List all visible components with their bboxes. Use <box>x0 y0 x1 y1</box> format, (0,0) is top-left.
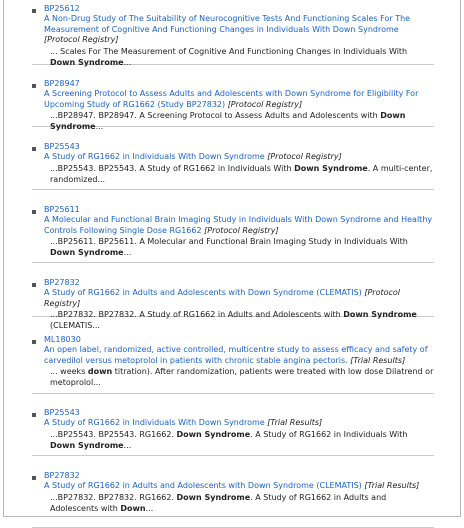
result-source-label: [Protocol Registry] <box>44 35 119 44</box>
result-title-line <box>44 152 434 163</box>
snippet-highlight: Down Syndrome <box>294 163 368 173</box>
result-title-link[interactable]: A Study of RG1662 in Individuals With Down Syndrome <box>44 152 268 161</box>
result-title-link[interactable]: A Study of RG1662 in Adults and Adolescents with Down Syndrome (CLEMATIS) <box>44 481 365 490</box>
snippet-text: ...BP25611. BP25611. A Molecular and Functional Brain Imaging Study in Individuals With <box>50 237 408 246</box>
bullet-icon <box>32 9 36 13</box>
result-snippet <box>44 163 434 185</box>
snippet-text: ... <box>123 440 132 450</box>
snippet-text: . A multi-center, randomized... <box>50 163 433 184</box>
result-snippet <box>44 110 434 132</box>
snippet-text: . A Study of RG1662 in Adults and Adolescents with <box>50 492 387 513</box>
snippet-text: ... weeks <box>50 367 88 376</box>
bullet-icon <box>32 476 36 480</box>
result-source-label: [Trial Results] <box>364 481 420 490</box>
result-title-link[interactable]: An open label, randomized, active controlled, multicentre study to assess efficacy and safety of carvedilol versus metoprolol in patients with chronic stable angina pectoris. <box>44 345 428 365</box>
search-result-item <box>32 408 434 456</box>
search-result-item <box>32 79 434 131</box>
result-source-label: [Protocol Registry] <box>267 152 342 161</box>
bullet-icon <box>32 413 36 417</box>
snippet-highlight: Down Syndrome <box>50 111 406 131</box>
result-title-line <box>44 89 434 110</box>
snippet-highlight: down <box>87 367 113 376</box>
snippet-text: ...BP25543. BP25543. A Study of RG1662 in Individuals With <box>50 163 295 173</box>
snippet-text: ... <box>123 57 132 67</box>
result-code-link[interactable]: BP25543 <box>44 408 80 417</box>
search-result-item <box>32 205 434 263</box>
snippet-text: ... <box>123 248 132 257</box>
snippet-highlight: Down Syndrome <box>50 248 124 257</box>
result-title-line <box>44 345 434 366</box>
result-title-line <box>44 481 434 492</box>
snippet-text: . A Study of RG1662 in Individuals With <box>250 429 408 439</box>
snippet-highlight: Down Syndrome <box>50 440 124 450</box>
result-source-label: [Protocol Registry] <box>44 288 401 308</box>
snippet-highlight: Down Syndrome <box>50 57 124 67</box>
search-result-item <box>32 4 434 65</box>
snippet-text: ... <box>95 122 104 131</box>
bullet-icon <box>32 340 36 344</box>
search-results-list <box>32 4 434 528</box>
result-title-link[interactable]: A Study of RG1662 in Adults and Adolescents with Down Syndrome (CLEMATIS) <box>44 288 365 297</box>
result-title-line <box>44 418 434 429</box>
result-snippet <box>44 309 434 331</box>
snippet-text: ... <box>145 503 154 513</box>
snippet-highlight: Down Syndrome <box>343 310 417 319</box>
snippet-highlight: Down Syndrome <box>176 492 251 502</box>
result-title-link[interactable]: A Study of RG1662 in Individuals With Down Syndrome <box>44 418 268 427</box>
snippet-text: (CLEMATIS... <box>50 321 100 330</box>
snippet-text: ... Scales For The Measurement of Cognitive And Functioning Changes in Individuals With <box>50 46 408 56</box>
result-code-link[interactable]: BP25612 <box>44 4 80 13</box>
result-code-link[interactable]: ML18030 <box>44 335 81 344</box>
search-result-item <box>32 142 434 190</box>
result-snippet <box>44 429 434 451</box>
result-source-label: [Trial Results] <box>267 418 323 427</box>
bullet-icon <box>32 283 36 287</box>
bullet-icon <box>32 147 36 151</box>
result-title-line <box>44 215 434 236</box>
result-snippet <box>44 366 434 388</box>
result-title-link[interactable]: A Non-Drug Study of The Suitability of Neurocognitive Tests And Functioning Scales For The Measurement of Cognitive And Functioning Changes in Individuals With Down Syndrome <box>44 14 411 34</box>
snippet-text: ...BP27832. BP27832. RG1662. <box>50 492 177 502</box>
result-code-link[interactable]: BP25543 <box>44 142 80 151</box>
result-code-link[interactable]: BP25611 <box>44 205 80 214</box>
snippet-highlight: Down <box>120 503 146 513</box>
result-code-link[interactable]: BP27832 <box>44 471 80 480</box>
snippet-text: ...BP28947. BP28947. A Screening Protocol to Assess Adults and Adolescents with <box>50 111 381 120</box>
snippet-text: ...BP25543. BP25543. RG1662. <box>50 429 177 439</box>
result-source-label: [Protocol Registry] <box>227 99 303 109</box>
result-title-link[interactable]: A Molecular and Functional Brain Imaging Study in Individuals With Down Syndrome and Healthy Controls Following Single Dose RG1662 <box>44 215 433 235</box>
snippet-text: ...BP27832. BP27832. A Study of RG1662 in Adults and Adolescents with <box>50 310 344 319</box>
result-title-line <box>44 14 434 46</box>
result-title-line <box>44 288 434 309</box>
results-panel <box>3 0 461 517</box>
result-code-link[interactable]: BP28947 <box>44 79 80 88</box>
result-source-label: [Trial Results] <box>350 355 406 365</box>
result-source-label: [Protocol Registry] <box>204 225 279 235</box>
snippet-text: titration). After randomization, patients were treated with low dose Dilatrend or metoprolol... <box>50 367 434 387</box>
search-result-item <box>32 335 434 394</box>
result-snippet <box>44 492 434 514</box>
result-snippet <box>44 236 434 258</box>
result-title-link[interactable]: A Screening Protocol to Assess Adults and Adolescents with Down Syndrome for Eligibility For Upcoming Study of RG1662 (Study BP27832) <box>44 89 419 109</box>
snippet-highlight: Down Syndrome <box>176 429 251 439</box>
bullet-icon <box>32 84 36 88</box>
search-result-item <box>32 471 434 528</box>
search-result-item <box>32 278 434 330</box>
result-code-link[interactable]: BP27832 <box>44 278 80 287</box>
result-snippet <box>44 46 434 68</box>
bullet-icon <box>32 210 36 214</box>
